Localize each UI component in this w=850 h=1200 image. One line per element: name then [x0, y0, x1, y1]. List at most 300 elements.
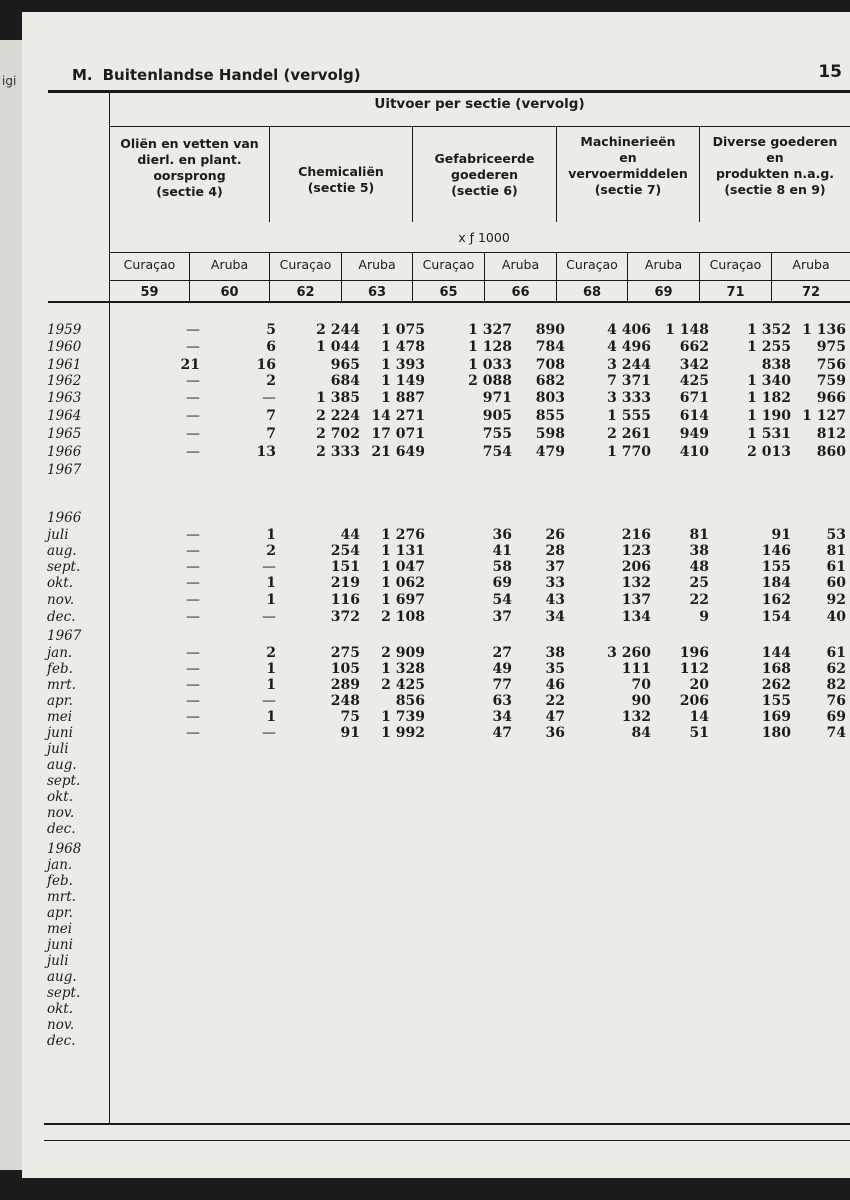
table-cell: 123	[621, 543, 651, 559]
group-line: vervoermiddelen	[568, 166, 688, 181]
table-cell: 34	[545, 609, 565, 625]
table-cell: 1	[266, 527, 276, 543]
row-label: 1965	[47, 426, 82, 442]
table-cell: 838	[761, 357, 791, 373]
table-cell: —	[186, 408, 200, 424]
table-cell: 2	[266, 373, 276, 389]
table-cell: 84	[631, 725, 651, 741]
group-line: (sectie 8 en 9)	[724, 182, 826, 197]
table-cell: 77	[492, 677, 512, 693]
table-cell: 905	[482, 408, 512, 424]
rule-bottom-2	[44, 1140, 850, 1141]
table-cell: 61	[826, 645, 846, 661]
row-label: 1967	[47, 628, 82, 644]
table-cell: 63	[492, 693, 512, 709]
table-cell: 37	[545, 559, 565, 575]
table-cell: 28	[545, 543, 565, 559]
row-label: 1966	[47, 510, 82, 526]
row-label: dec.	[47, 821, 76, 837]
table-cell: 803	[535, 390, 565, 406]
table-cell: 1 340	[747, 373, 791, 389]
table-cell: —	[262, 609, 276, 625]
table-cell: 971	[482, 390, 512, 406]
table-cell: 81	[826, 543, 846, 559]
table-cell: 43	[545, 592, 565, 608]
table-cell: 5	[266, 322, 276, 338]
group-header-sectie-5	[270, 164, 412, 196]
table-cell: 1 992	[381, 725, 425, 741]
table-cell: 856	[395, 693, 425, 709]
table-cell: 2 702	[316, 426, 360, 442]
table-cell: 1 047	[381, 559, 425, 575]
table-cell: 91	[340, 725, 360, 741]
table-cell: 289	[330, 677, 360, 693]
table-cell: 40	[826, 609, 846, 625]
table-cell: 1 149	[381, 373, 425, 389]
table-cell: 51	[689, 725, 709, 741]
group-line: dierl. en plant.	[137, 152, 242, 167]
table-cell: 168	[761, 661, 791, 677]
table-cell: 41	[492, 543, 512, 559]
table-cell: 2 224	[316, 408, 360, 424]
row-label: sept.	[47, 985, 81, 1001]
document-page	[22, 12, 850, 1178]
table-cell: —	[186, 575, 200, 591]
table-cell: 70	[631, 677, 651, 693]
group-line: (sectie 4)	[156, 184, 223, 199]
table-cell: 2 425	[381, 677, 425, 693]
page-number: 15	[818, 62, 842, 82]
column-number: 66	[511, 285, 530, 300]
table-cell: 14 271	[371, 408, 425, 424]
rule-bottom	[44, 1123, 850, 1125]
group-line: Chemicaliën	[298, 164, 384, 179]
row-label: juli	[47, 527, 69, 543]
group-line: Diverse goederen	[712, 134, 838, 149]
running-head-title: Buitenlandse Handel (vervolg)	[102, 66, 361, 84]
table-cell: 682	[535, 373, 565, 389]
table-cell: 1 555	[607, 408, 651, 424]
group-header-sectie-8-9	[700, 134, 850, 198]
row-label: nov.	[47, 592, 75, 608]
table-cell: 4 496	[607, 339, 651, 355]
group-line: en	[766, 150, 784, 165]
table-cell: 112	[679, 661, 709, 677]
row-label: okt.	[47, 1001, 74, 1017]
table-cell: 7	[266, 408, 276, 424]
group-line: oorsprong	[153, 168, 226, 183]
column-number: 63	[367, 285, 387, 300]
table-cell: 82	[826, 677, 846, 693]
table-cell: 53	[826, 527, 846, 543]
table-cell: 46	[545, 677, 565, 693]
table-cell: —	[186, 559, 200, 575]
row-label: juni	[47, 937, 73, 953]
row-label: jan.	[47, 857, 73, 873]
table-cell: 38	[689, 543, 709, 559]
table-cell: 671	[679, 390, 709, 406]
row-label: sept.	[47, 773, 81, 789]
table-cell: 754	[482, 444, 512, 460]
table-cell: 965	[330, 357, 360, 373]
table-cell: 372	[330, 609, 360, 625]
table-cell: 1 327	[468, 322, 512, 338]
table-cell: 7 371	[607, 373, 651, 389]
table-cell: 425	[679, 373, 709, 389]
table-cell: 21	[180, 357, 200, 373]
table-cell: 36	[492, 527, 512, 543]
table-cell: 275	[330, 645, 360, 661]
column-number: 71	[726, 285, 745, 300]
group-line: Gefabriceerde	[434, 151, 535, 166]
facing-page-edge	[0, 40, 22, 1170]
table-cell: 1 531	[747, 426, 791, 442]
rule-stub	[109, 90, 110, 1123]
table-cell: 26	[545, 527, 565, 543]
table-cell: 1 887	[381, 390, 425, 406]
group-line: goederen	[451, 167, 518, 182]
table-cell: 20	[689, 677, 709, 693]
table-cell: 146	[761, 543, 791, 559]
row-label: okt.	[47, 789, 74, 805]
row-label: nov.	[47, 1017, 75, 1033]
table-cell: 17 071	[371, 426, 425, 442]
table-cell: —	[186, 390, 200, 406]
table-cell: 254	[330, 543, 360, 559]
subheader-curacao: Curaçao	[709, 257, 762, 272]
rule-unit	[109, 252, 850, 253]
table-cell: 54	[492, 592, 512, 608]
table-cell: 1 182	[747, 390, 791, 406]
table-cell: 6	[266, 339, 276, 355]
table-cell: 33	[545, 575, 565, 591]
row-label: dec.	[47, 1033, 76, 1049]
row-label: mei	[47, 709, 73, 725]
group-line: en	[619, 150, 637, 165]
row-label: sept.	[47, 559, 81, 575]
table-cell: 14	[689, 709, 709, 725]
table-cell: 949	[679, 426, 709, 442]
table-cell: 1 276	[381, 527, 425, 543]
table-cell: 58	[492, 559, 512, 575]
row-label: apr.	[47, 693, 73, 709]
table-cell: 154	[761, 609, 791, 625]
table-cell: 784	[535, 339, 565, 355]
table-cell: 684	[330, 373, 360, 389]
table-cell: —	[186, 661, 200, 677]
table-cell: 180	[761, 725, 791, 741]
subheader-aruba: Aruba	[358, 257, 396, 272]
table-cell: 756	[816, 357, 846, 373]
table-cell: 1 478	[381, 339, 425, 355]
row-label: feb.	[47, 873, 73, 889]
table-cell: 2 013	[747, 444, 791, 460]
table-cell: 38	[545, 645, 565, 661]
table-cell: 1 128	[468, 339, 512, 355]
rule-super	[109, 126, 850, 127]
table-cell: 13	[256, 444, 276, 460]
table-cell: 2	[266, 543, 276, 559]
subheader-curacao: Curaçao	[566, 257, 618, 272]
table-cell: 1 739	[381, 709, 425, 725]
table-cell: 1 393	[381, 357, 425, 373]
row-label: mei	[47, 921, 73, 937]
table-cell: —	[186, 725, 200, 741]
table-cell: 1	[266, 575, 276, 591]
table-cell: —	[186, 645, 200, 661]
table-cell: —	[186, 373, 200, 389]
table-cell: 2 333	[316, 444, 360, 460]
table-cell: 614	[679, 408, 709, 424]
table-cell: 132	[621, 709, 651, 725]
table-cell: 1 697	[381, 592, 425, 608]
table-cell: 132	[621, 575, 651, 591]
row-label: 1968	[47, 841, 82, 857]
table-cell: 966	[816, 390, 846, 406]
table-cell: —	[186, 543, 200, 559]
row-label: 1963	[47, 390, 82, 406]
row-label: jan.	[47, 645, 73, 661]
row-label: 1962	[47, 373, 82, 389]
table-cell: 9	[699, 609, 709, 625]
subheader-curacao: Curaçao	[422, 257, 475, 272]
row-label: aug.	[47, 969, 77, 985]
table-cell: 262	[761, 677, 791, 693]
table-cell: 1 033	[468, 357, 512, 373]
table-cell: —	[262, 693, 276, 709]
table-cell: 21 649	[371, 444, 425, 460]
table-cell: 1 131	[381, 543, 425, 559]
table-cell: 76	[826, 693, 846, 709]
table-cell: 116	[330, 592, 360, 608]
table-cell: 35	[545, 661, 565, 677]
table-cell: 4 406	[607, 322, 651, 338]
table-cell: 342	[679, 357, 709, 373]
table-cell: 134	[621, 609, 651, 625]
table-cell: 755	[482, 426, 512, 442]
rule-top	[48, 90, 850, 93]
table-cell: 47	[492, 725, 512, 741]
table-cell: 1 328	[381, 661, 425, 677]
subheader-curacao: Curaçao	[279, 257, 332, 272]
table-cell: 61	[826, 559, 846, 575]
table-cell: 22	[689, 592, 709, 608]
group-line: produkten n.a.g.	[715, 166, 835, 181]
table-cell: 1 044	[316, 339, 360, 355]
table-cell: 1	[266, 592, 276, 608]
row-label: juli	[47, 741, 69, 757]
row-label: 1964	[47, 408, 82, 424]
table-cell: 105	[330, 661, 360, 677]
table-cell: 1 770	[607, 444, 651, 460]
table-cell: 3 260	[607, 645, 651, 661]
section-letter: M.	[72, 66, 93, 84]
table-cell: 16	[256, 357, 276, 373]
table-cell: 216	[621, 527, 651, 543]
table-cell: 479	[535, 444, 565, 460]
table-cell: 90	[631, 693, 651, 709]
row-label: okt.	[47, 575, 74, 591]
group-line: (sectie 5)	[307, 180, 375, 195]
group-line: (sectie 7)	[594, 182, 662, 197]
table-cell: 47	[545, 709, 565, 725]
subheader-aruba: Aruba	[210, 257, 249, 272]
column-number: 69	[654, 285, 673, 300]
group-line: Machinerieën	[580, 134, 676, 149]
column-number: 60	[220, 285, 239, 300]
table-cell: 662	[679, 339, 709, 355]
table-cell: 184	[761, 575, 791, 591]
group-line: (sectie 6)	[451, 183, 518, 198]
table-cell: —	[186, 426, 200, 442]
table-cell: 3 244	[607, 357, 651, 373]
table-cell: 2 261	[607, 426, 651, 442]
table-cell: 69	[492, 575, 512, 591]
table-cell: 2 088	[468, 373, 512, 389]
table-cell: —	[186, 693, 200, 709]
group-header-sectie-6	[413, 151, 556, 199]
column-number: 59	[140, 285, 159, 300]
table-cell: —	[186, 677, 200, 693]
column-number: 72	[801, 285, 821, 300]
table-cell: —	[186, 339, 200, 355]
row-label: aug.	[47, 543, 77, 559]
table-cell: 36	[545, 725, 565, 741]
table-cell: 2 244	[316, 322, 360, 338]
table-cell: 1	[266, 677, 276, 693]
subheader-curacao: Curaçao	[123, 257, 176, 272]
table-cell: 219	[330, 575, 360, 591]
table-cell: 81	[689, 527, 709, 543]
row-label: nov.	[47, 805, 75, 821]
row-label: mrt.	[47, 889, 76, 905]
table-cell: 34	[492, 709, 512, 725]
row-label: aug.	[47, 757, 77, 773]
subheader-aruba: Aruba	[644, 257, 683, 272]
table-cell: 49	[492, 661, 512, 677]
table-cell: 1 255	[747, 339, 791, 355]
table-cell: 2 909	[381, 645, 425, 661]
table-cell: 25	[689, 575, 709, 591]
row-label: 1960	[47, 339, 82, 355]
column-number: 68	[582, 285, 602, 300]
table-cell: —	[262, 390, 276, 406]
table-cell: 975	[816, 339, 846, 355]
table-cell: 22	[545, 693, 565, 709]
table-cell: —	[186, 609, 200, 625]
table-cell: 92	[826, 592, 846, 608]
table-cell: 855	[535, 408, 565, 424]
table-cell: 1 075	[381, 322, 425, 338]
column-number: 65	[439, 285, 458, 300]
table-cell: 162	[761, 592, 791, 608]
row-label: dec.	[47, 609, 76, 625]
group-line: Oliën en vetten van	[120, 136, 259, 151]
table-cell: 62	[826, 661, 846, 677]
rule-head-bottom	[48, 301, 850, 303]
table-cell: 37	[492, 609, 512, 625]
table-cell: 1 385	[316, 390, 360, 406]
table-cell: 27	[492, 645, 512, 661]
running-head	[72, 66, 361, 84]
subheader-aruba: Aruba	[501, 257, 540, 272]
table-cell: 2 108	[381, 609, 425, 625]
table-cell: 69	[826, 709, 846, 725]
facing-page-fragment: igi	[2, 74, 17, 88]
table-cell: 598	[535, 426, 565, 442]
table-cell: 410	[679, 444, 709, 460]
table-cell: —	[186, 444, 200, 460]
row-label: 1966	[47, 444, 82, 460]
table-cell: 1 352	[747, 322, 791, 338]
column-number: 62	[296, 285, 315, 300]
table-cell: 7	[266, 426, 276, 442]
table-cell: 2	[266, 645, 276, 661]
row-label: juni	[47, 725, 73, 741]
table-cell: 1 136	[802, 322, 846, 338]
table-cell: 1 190	[747, 408, 791, 424]
table-cell: 137	[621, 592, 651, 608]
row-label: 1961	[47, 357, 82, 373]
table-cell: 1	[266, 709, 276, 725]
table-cell: 860	[816, 444, 846, 460]
table-cell: 144	[761, 645, 791, 661]
table-cell: —	[186, 709, 200, 725]
table-cell: —	[186, 322, 200, 338]
table-cell: 196	[679, 645, 709, 661]
table-cell: 248	[330, 693, 360, 709]
table-cell: 1 127	[802, 408, 846, 424]
table-cell: 1 148	[665, 322, 709, 338]
table-cell: 3 333	[607, 390, 651, 406]
table-cell: —	[262, 725, 276, 741]
table-cell: —	[186, 592, 200, 608]
table-cell: 111	[621, 661, 651, 677]
table-cell: 60	[826, 575, 846, 591]
table-cell: 890	[535, 322, 565, 338]
rule-colnum	[109, 280, 850, 281]
table-cell: 169	[761, 709, 791, 725]
table-cell: 74	[826, 725, 846, 741]
table-cell: 75	[340, 709, 360, 725]
table-cell: 812	[816, 426, 846, 442]
table-cell: —	[186, 527, 200, 543]
group-header-sectie-4	[110, 136, 269, 200]
row-label: juli	[47, 953, 69, 969]
table-cell: 155	[761, 693, 791, 709]
table-cell: 151	[330, 559, 360, 575]
group-header-sectie-7	[557, 134, 699, 198]
super-header: Uitvoer per sectie (vervolg)	[374, 96, 585, 112]
table-cell: 1 062	[381, 575, 425, 591]
row-label: mrt.	[47, 677, 76, 693]
table-cell: 44	[340, 527, 360, 543]
row-label: 1967	[47, 462, 82, 478]
subheader-aruba: Aruba	[792, 257, 830, 272]
table-cell: 48	[689, 559, 709, 575]
unit-label: x ƒ 1000	[458, 230, 510, 245]
table-cell: 1	[266, 661, 276, 677]
table-cell: 91	[771, 527, 791, 543]
row-label: 1959	[47, 322, 82, 338]
row-label: feb.	[47, 661, 73, 677]
row-label: apr.	[47, 905, 73, 921]
table-cell: 206	[621, 559, 651, 575]
table-cell: —	[262, 559, 276, 575]
table-cell: 759	[816, 373, 846, 389]
table-cell: 155	[761, 559, 791, 575]
table-cell: 206	[679, 693, 709, 709]
